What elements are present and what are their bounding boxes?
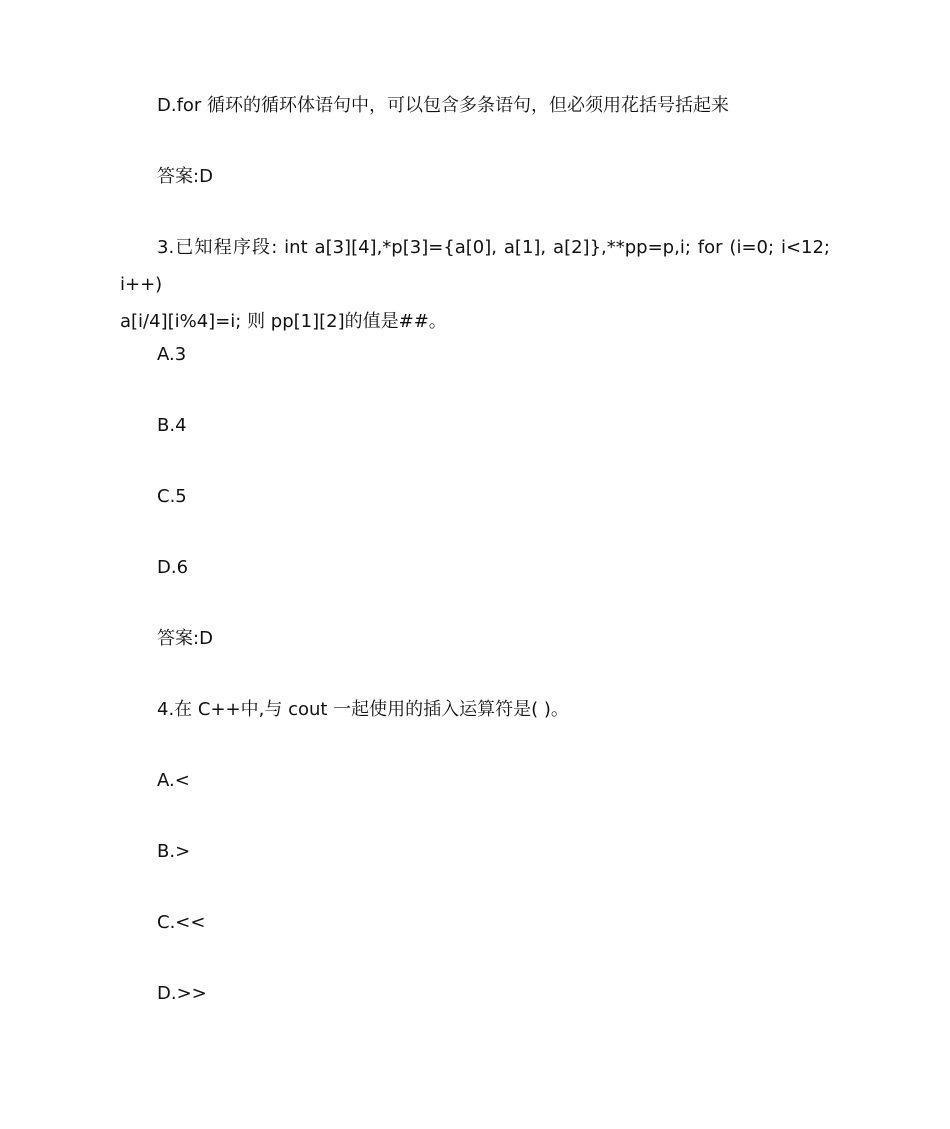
q4-option-c: C.<< xyxy=(157,912,206,933)
q4-option-a: A.< xyxy=(157,770,190,791)
q3-answer: 答案:D xyxy=(157,628,213,649)
q3-stem-line1: 3.已知程序段: int a[3][4],*p[3]={a[0], a[1], a[2]},**pp=p,i; for (i=0; i<12; i++) xyxy=(120,237,830,295)
q3-option-d: D.6 xyxy=(157,557,189,578)
q4-option-d: D.>> xyxy=(157,983,207,1004)
q3-stem-line2: a[i/4][i%4]=i; 则 pp[1][2]的值是##。 xyxy=(120,311,447,332)
q3-stem xyxy=(120,229,830,340)
q3-option-a: A.3 xyxy=(157,344,187,365)
q2-option-d: D.for 循环的循环体语句中，可以包含多条语句，但必须用花括号括起来 xyxy=(157,95,730,116)
q4-option-b: B.> xyxy=(157,841,191,862)
q4-stem: 4.在 C++中,与 cout 一起使用的插入运算符是( )。 xyxy=(157,699,569,720)
q3-option-c: C.5 xyxy=(157,486,187,507)
q2-answer: 答案:D xyxy=(157,166,213,187)
q3-option-b: B.4 xyxy=(157,415,187,436)
